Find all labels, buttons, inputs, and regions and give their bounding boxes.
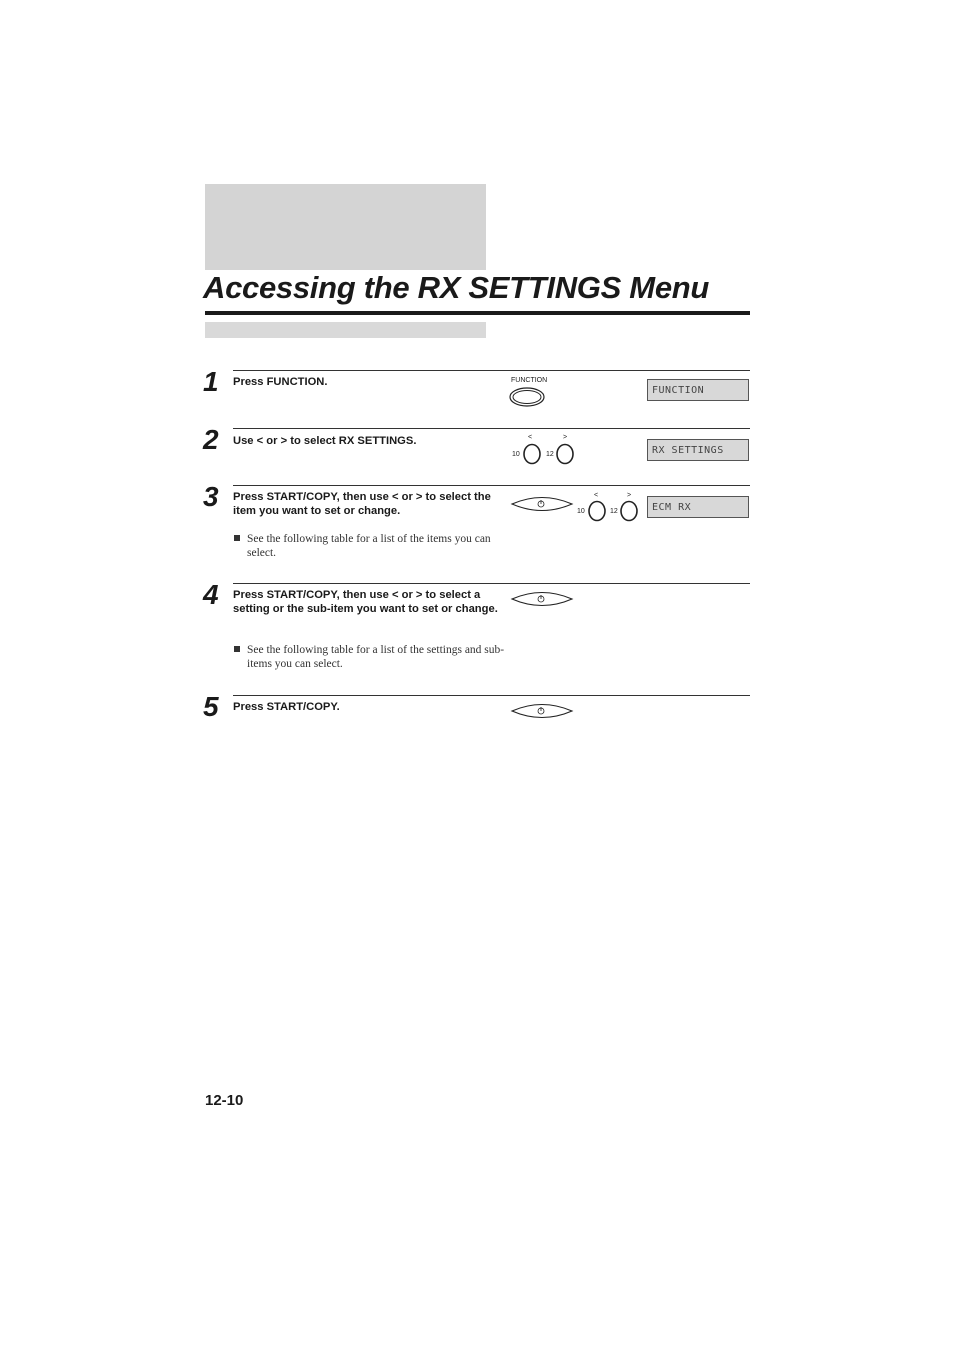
step-instruction: Press START/COPY, then use < or > to select the item you want to set or change. bbox=[233, 491, 491, 517]
lcd-display: ECM RX bbox=[647, 496, 749, 518]
lcd-display: FUNCTION bbox=[647, 379, 749, 401]
step-rule bbox=[233, 370, 750, 371]
step-rule bbox=[233, 428, 750, 429]
start-copy-button-icon[interactable] bbox=[510, 494, 574, 514]
left-arrow-label: < bbox=[594, 492, 599, 499]
start-copy-button-icon[interactable] bbox=[510, 589, 574, 609]
right-arrow-label: > bbox=[627, 492, 632, 499]
left-arrow-button-icon[interactable] bbox=[522, 443, 542, 465]
step-rule bbox=[233, 583, 750, 584]
page-number: 12-10 bbox=[205, 1092, 244, 1109]
step-number: 5 bbox=[203, 691, 219, 722]
step-instruction: Press FUNCTION. bbox=[233, 376, 328, 388]
step-number: 2 bbox=[203, 424, 219, 455]
step-note: See the following table for a list of the settings and sub-items you can select. bbox=[233, 643, 512, 671]
step-instruction: Use < or > to select RX SETTINGS. bbox=[233, 435, 417, 447]
right-arrow-label: > bbox=[563, 434, 568, 441]
left-arrow-label: < bbox=[528, 434, 533, 441]
arrow-keys bbox=[576, 492, 646, 528]
right-arrow-button-icon[interactable] bbox=[555, 443, 575, 465]
page-title: Accessing the RX SETTINGS Menu bbox=[203, 270, 710, 305]
left-key-number: 10 bbox=[577, 508, 585, 515]
right-key-number: 12 bbox=[610, 508, 618, 515]
bullet-square-icon bbox=[234, 646, 240, 652]
step-number: 3 bbox=[203, 481, 219, 512]
step-number: 1 bbox=[203, 366, 219, 397]
subheader-gray-bar bbox=[205, 322, 486, 338]
title-rule bbox=[205, 311, 750, 315]
start-copy-button-icon[interactable] bbox=[510, 701, 574, 721]
right-arrow-button-icon[interactable] bbox=[619, 500, 639, 522]
left-arrow-button-icon[interactable] bbox=[587, 500, 607, 522]
step-instruction: Press START/COPY. bbox=[233, 701, 340, 713]
arrow-keys bbox=[510, 434, 580, 470]
header-gray-block bbox=[205, 184, 486, 270]
step-rule bbox=[233, 695, 750, 696]
step-note: See the following table for a list of the items you can select. bbox=[233, 532, 512, 560]
lcd-display: RX SETTINGS bbox=[647, 439, 749, 461]
step-rule bbox=[233, 485, 750, 486]
left-key-number: 10 bbox=[512, 451, 520, 458]
step-instruction: Press START/COPY, then use < or > to select a setting or the sub-item you want to set or change. bbox=[233, 589, 498, 615]
right-key-number: 12 bbox=[546, 451, 554, 458]
function-button-icon[interactable] bbox=[508, 386, 548, 408]
function-button-label: FUNCTION bbox=[511, 377, 548, 384]
bullet-square-icon bbox=[234, 535, 240, 541]
step-number: 4 bbox=[203, 579, 219, 610]
